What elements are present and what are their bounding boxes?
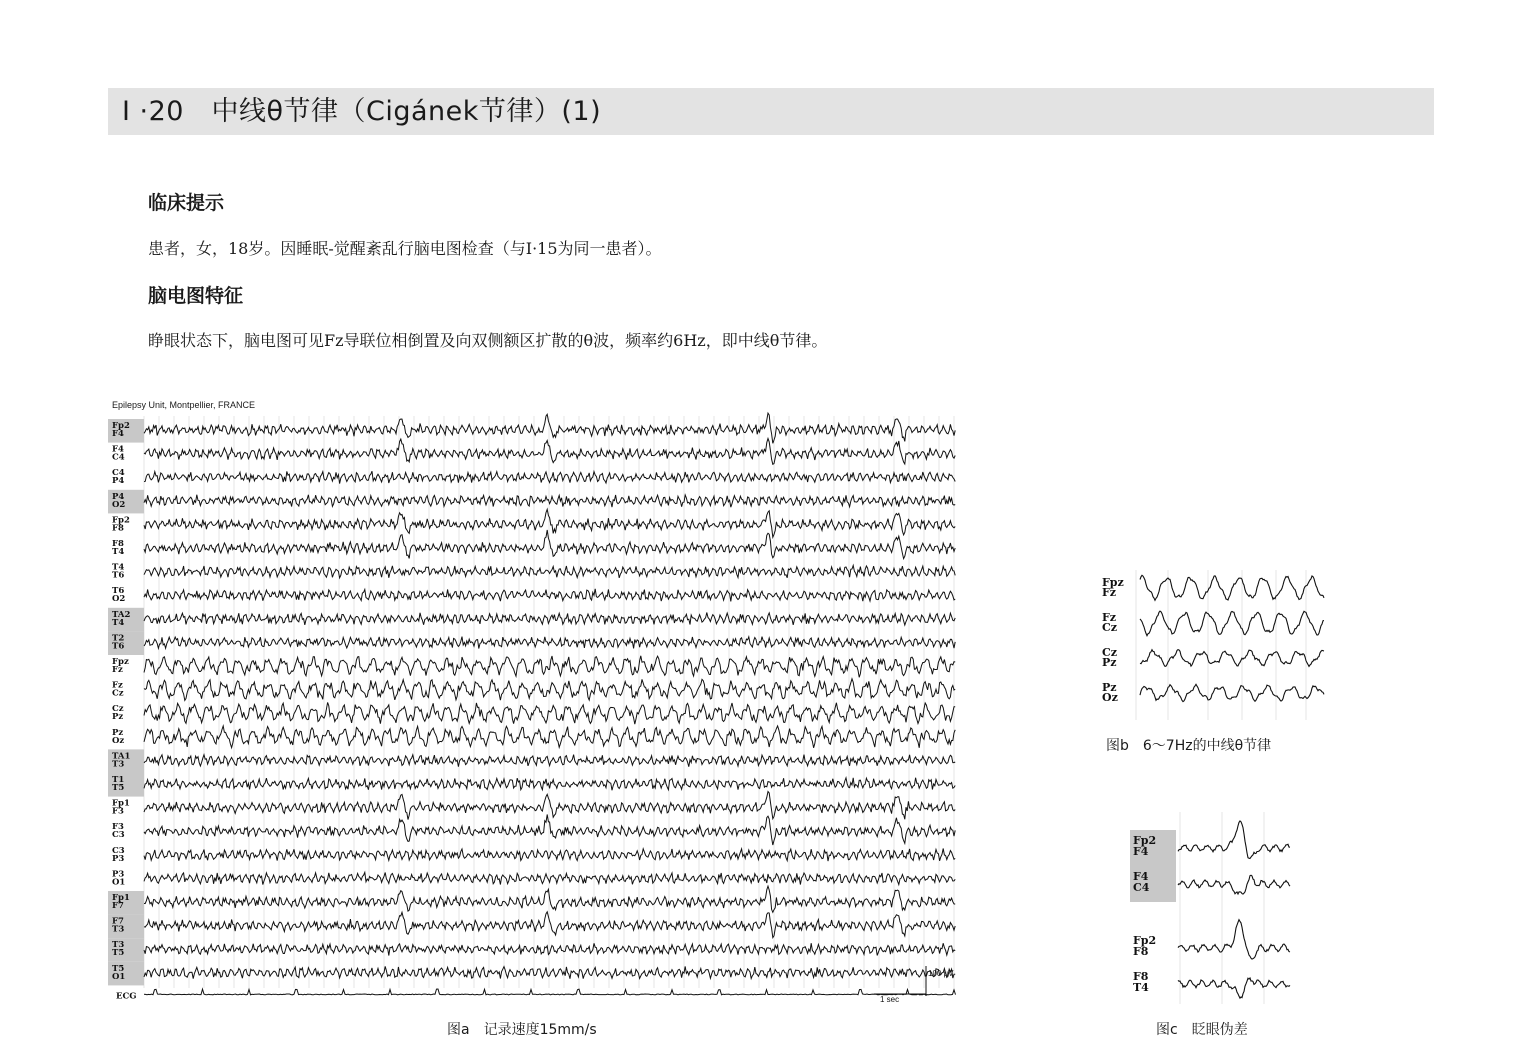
channel-label-b: F8 bbox=[112, 523, 124, 534]
channel-label-b: Fz bbox=[112, 665, 123, 675]
channel-label-a: P3 bbox=[112, 869, 125, 880]
eeg-trace-line bbox=[144, 778, 955, 791]
channel-label-b: P3 bbox=[112, 853, 125, 864]
figure-b-eeg-trace bbox=[1100, 570, 1326, 720]
channel-label-a: Fpz bbox=[1102, 576, 1124, 589]
page-title: Ⅰ ·20 中线θ节律（Cigánek节律）(1) bbox=[122, 96, 602, 127]
channel-label-b: Cz bbox=[1102, 621, 1118, 634]
figure-c-caption-text: 眨眼伪差 bbox=[1191, 1022, 1248, 1038]
channel-label-a: Fp1 bbox=[112, 893, 130, 903]
channel-label-b: F4 bbox=[1133, 845, 1149, 858]
figure-b-caption-num: 图b bbox=[1106, 738, 1129, 754]
eeg-trace-line bbox=[144, 792, 955, 820]
channel-label-b: O2 bbox=[112, 499, 126, 510]
time-scale-label: 1 sec bbox=[880, 995, 900, 1004]
figure-a-caption-text: 记录速度15mm/s bbox=[483, 1022, 597, 1038]
channel-label-a: T2 bbox=[112, 633, 125, 644]
channel-label-a: Fp2 bbox=[1133, 834, 1157, 847]
figure-a-eeg-trace bbox=[108, 398, 958, 1004]
channel-label-b: C4 bbox=[1133, 881, 1150, 894]
channel-label-a: Fpz bbox=[112, 657, 129, 667]
channel-label-b: T3 bbox=[112, 759, 125, 770]
channel-label-b: T6 bbox=[112, 570, 125, 581]
channel-label-b: T6 bbox=[112, 641, 125, 652]
channel-label-b: C4 bbox=[112, 452, 125, 463]
eeg-trace-line bbox=[144, 815, 955, 846]
channel-label-a: Fp1 bbox=[112, 798, 130, 809]
eeg-trace-line bbox=[144, 912, 955, 938]
channel-label-b: T3 bbox=[112, 924, 125, 935]
amplitude-scale-label: 100 µV bbox=[928, 969, 954, 978]
ecg-trace-line bbox=[144, 989, 956, 995]
channel-label-b: T5 bbox=[112, 783, 125, 793]
eeg-trace-line bbox=[1178, 875, 1290, 894]
eeg-trace-line bbox=[144, 413, 955, 443]
channel-label-b: F4 bbox=[112, 429, 124, 439]
eeg-trace-line bbox=[144, 589, 955, 602]
eeg-trace-line bbox=[144, 530, 955, 559]
channel-label-a: P4 bbox=[112, 491, 125, 502]
eeg-trace-line bbox=[144, 886, 955, 912]
channel-label-b: T5 bbox=[112, 948, 125, 959]
eeg-trace-line bbox=[1140, 684, 1324, 701]
eeg-trace-line bbox=[1140, 650, 1324, 667]
channel-label-a: F8 bbox=[112, 539, 124, 549]
eeg-trace-line bbox=[1140, 575, 1324, 600]
channel-label-a: Pz bbox=[1102, 681, 1117, 694]
channel-label-a: T1 bbox=[112, 775, 125, 785]
figure-a-caption bbox=[447, 1019, 597, 1039]
channel-label-a: TA2 bbox=[112, 609, 131, 620]
figure-c-caption bbox=[1156, 1019, 1248, 1039]
channel-label-a: T3 bbox=[112, 940, 125, 951]
eeg-trace-line bbox=[1178, 978, 1290, 998]
section-text-clinical: 患者，女，18岁。因睡眠-觉醒紊乱行脑电图检查（与Ⅰ·15为同一患者）。 bbox=[148, 239, 662, 258]
eeg-trace-line bbox=[144, 637, 955, 649]
channel-label-a: T5 bbox=[112, 963, 125, 974]
eeg-trace-line bbox=[1178, 920, 1290, 959]
channel-label-a: F4 bbox=[1133, 870, 1149, 883]
channel-label-b: Pz bbox=[1102, 656, 1117, 669]
channel-label-a: F8 bbox=[1133, 970, 1149, 983]
channel-label-a: Fp2 bbox=[112, 421, 130, 431]
channel-label-b: F7 bbox=[112, 901, 124, 911]
figure-a-source-note: Epilepsy Unit, Montpellier, FRANCE bbox=[112, 400, 256, 410]
eeg-trace-line bbox=[144, 755, 955, 767]
eeg-trace-line bbox=[144, 943, 955, 955]
channel-label-b: Cz bbox=[112, 688, 124, 699]
figure-b-svg bbox=[1100, 570, 1326, 720]
figure-b-caption bbox=[1106, 735, 1271, 755]
channel-label-b: Pz bbox=[112, 712, 124, 723]
eeg-trace-line bbox=[144, 872, 955, 884]
channel-label-b: Oz bbox=[1102, 691, 1118, 704]
eeg-trace-line bbox=[144, 495, 955, 508]
ecg-label: ECG bbox=[116, 991, 137, 1002]
channel-label-b: Oz bbox=[112, 735, 125, 746]
channel-label-b: O2 bbox=[112, 594, 126, 605]
channel-label-a: Fz bbox=[112, 680, 123, 691]
channel-label-a: Cz bbox=[112, 704, 124, 715]
eeg-trace-line bbox=[144, 679, 955, 701]
eeg-trace-line bbox=[144, 656, 955, 678]
channel-label-a: F3 bbox=[112, 822, 124, 833]
eeg-trace-line bbox=[144, 471, 955, 483]
figure-c-svg bbox=[1130, 812, 1292, 1004]
eeg-trace-line bbox=[144, 439, 955, 465]
figure-c-caption-num: 图c bbox=[1156, 1022, 1178, 1038]
channel-label-a: T4 bbox=[112, 562, 125, 573]
channel-label-b: C3 bbox=[112, 830, 125, 841]
eeg-trace-line bbox=[144, 613, 955, 626]
eeg-trace-line bbox=[144, 509, 955, 537]
channel-label-a: F4 bbox=[112, 444, 124, 455]
channel-label-a: Fp2 bbox=[112, 515, 130, 526]
figure-c-eeg-trace bbox=[1130, 812, 1292, 1004]
eeg-trace-line bbox=[1178, 821, 1290, 859]
channel-label-a: C3 bbox=[112, 845, 125, 856]
channel-label-b: T4 bbox=[1133, 981, 1149, 994]
channel-label-a: F7 bbox=[112, 916, 124, 927]
channel-label-a: Fp2 bbox=[1133, 934, 1157, 947]
figure-a-caption-num: 图a bbox=[447, 1022, 470, 1038]
figure-b-caption-text: 6～7Hz的中线θ节律 bbox=[1142, 738, 1272, 754]
eeg-trace-line bbox=[144, 702, 955, 724]
channel-label-a: TA1 bbox=[112, 751, 131, 762]
channel-label-b: Fz bbox=[1102, 586, 1117, 599]
channel-label-b: O1 bbox=[112, 877, 126, 888]
channel-label-b: T4 bbox=[112, 617, 125, 628]
section-heading-eeg: 脑电图特征 bbox=[148, 285, 244, 307]
channel-label-a: C4 bbox=[112, 468, 125, 479]
section-heading-clinical: 临床提示 bbox=[148, 192, 225, 214]
eeg-trace-line bbox=[144, 966, 955, 978]
eeg-trace-line bbox=[144, 726, 955, 748]
channel-label-a: Pz bbox=[112, 727, 124, 738]
title-bar bbox=[108, 88, 1434, 135]
channel-label-a: T6 bbox=[112, 586, 125, 597]
channel-label-b: O1 bbox=[112, 971, 126, 982]
figure-a-svg bbox=[108, 398, 958, 1004]
channel-label-b: F3 bbox=[112, 806, 124, 817]
channel-label-a: Fz bbox=[1102, 611, 1117, 624]
channel-label-b: P4 bbox=[112, 476, 125, 487]
channel-label-a: Cz bbox=[1102, 646, 1118, 659]
eeg-trace-line bbox=[144, 565, 955, 578]
eeg-trace-line bbox=[144, 849, 955, 862]
eeg-trace-line bbox=[1140, 611, 1324, 636]
channel-label-b: F8 bbox=[1133, 945, 1149, 958]
channel-label-b: T4 bbox=[112, 547, 125, 557]
section-text-eeg: 睁眼状态下，脑电图可见Fz导联位相倒置及向双侧额区扩散的θ波，频率约6Hz，即中线θ节律。 bbox=[148, 331, 828, 350]
